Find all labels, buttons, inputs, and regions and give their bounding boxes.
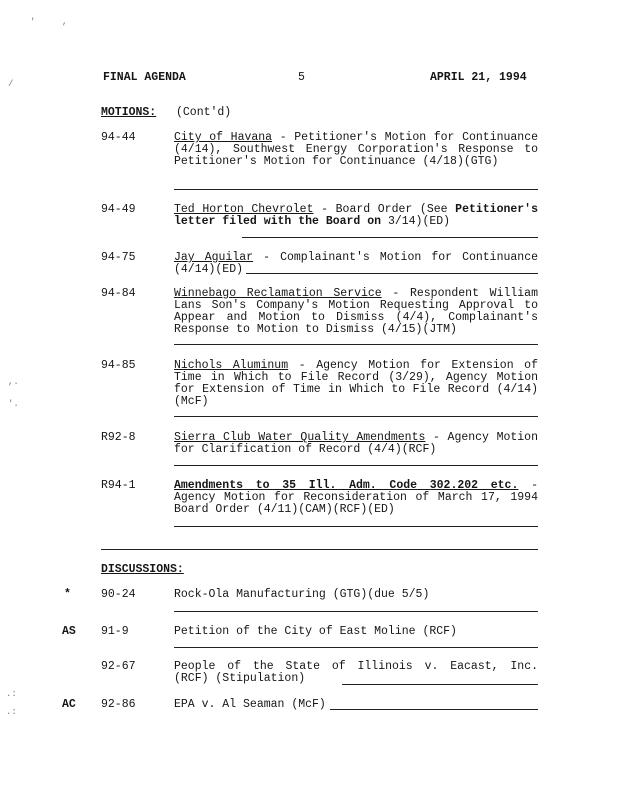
motion-title: Winnebago Reclamation Service bbox=[174, 287, 382, 300]
motion-number: R92-8 bbox=[101, 431, 136, 444]
discussions-heading bbox=[101, 564, 184, 576]
motion-entry bbox=[174, 480, 538, 516]
discussion-rule bbox=[174, 647, 538, 648]
discussion-number: 92-86 bbox=[101, 698, 136, 711]
discussions-heading-label: DISCUSSIONS: bbox=[101, 563, 184, 576]
motions-contd: (Cont'd) bbox=[176, 106, 232, 119]
discussion-mark: AS bbox=[62, 625, 76, 638]
discussion-rule bbox=[174, 611, 538, 612]
discussion-number: 90-24 bbox=[101, 588, 136, 601]
motion-title: Jay Aguilar bbox=[174, 251, 254, 264]
motion-fill-line bbox=[242, 237, 538, 238]
motion-title: Amendments to 35 Ill. Adm. Code 302.202 etc. bbox=[174, 479, 519, 492]
motion-text: - Board Order (See bbox=[313, 203, 456, 216]
discussion-text: Petition of the City of East Moline (RCF) bbox=[174, 625, 457, 638]
discussion-text: Rock-Ola Manufacturing (GTG)(due 5/5) bbox=[174, 588, 430, 601]
motion-title: Ted Horton Chevrolet bbox=[174, 203, 314, 216]
discussion-mark: AC bbox=[62, 698, 76, 711]
scan-speck: .: bbox=[6, 689, 17, 699]
motion-text: - Agency Motion for Clarification of Record (4/4)(RCF) bbox=[174, 431, 538, 456]
scan-speck: , bbox=[62, 17, 68, 27]
discussion-number: 91-9 bbox=[101, 625, 129, 638]
discussion-mark: * bbox=[64, 588, 71, 601]
motion-fill-line bbox=[246, 273, 538, 274]
motion-number: 94-75 bbox=[101, 251, 136, 264]
scan-speck: ,. bbox=[8, 377, 19, 387]
motion-entry bbox=[174, 204, 538, 228]
motion-rule bbox=[174, 189, 538, 190]
motion-title: Nichols Aluminum bbox=[174, 359, 289, 372]
motion-number: R94-1 bbox=[101, 479, 136, 492]
motion-rule bbox=[174, 465, 538, 466]
motion-entry bbox=[174, 288, 538, 336]
discussion-fill-line bbox=[330, 709, 538, 710]
scan-speck: / bbox=[8, 79, 14, 89]
motion-text-bold: Petitioner's letter filed with the Board on bbox=[174, 203, 538, 228]
motion-text: - Respondent William Lans Son's Company's Motion Requesting Approval to Appear and Motion to Dismiss (4/4), Complainant's Response to Motion to Dismiss (4/15)(JTM) bbox=[174, 287, 538, 336]
motion-rule bbox=[174, 416, 538, 417]
motion-title: Sierra Club Water Quality Amendments bbox=[174, 431, 426, 444]
motion-number: 94-85 bbox=[101, 359, 136, 372]
discussion-text: EPA v. Al Seaman (McF) bbox=[174, 698, 326, 711]
motion-number: 94-49 bbox=[101, 203, 136, 216]
motion-rule bbox=[174, 526, 538, 527]
page-number: 5 bbox=[298, 71, 305, 84]
scan-speck: .: bbox=[6, 707, 17, 717]
motion-text: - Agency Motion for Reconsideration of March 17, 1994 Board Order (4/11)(CAM)(RCF)(ED) bbox=[174, 479, 538, 516]
header-date: APRIL 21, 1994 bbox=[430, 71, 527, 84]
section-divider bbox=[101, 549, 538, 550]
motion-text: - Petitioner's Motion for Continuance (4/14), Southwest Energy Corporation's Response to Petitioner's Motion for Continuance (4/18)(GTG) bbox=[174, 131, 538, 168]
scan-speck: '. bbox=[8, 399, 19, 409]
motions-heading bbox=[101, 107, 156, 119]
motion-entry bbox=[174, 360, 538, 408]
discussion-fill-line bbox=[342, 684, 538, 685]
motion-text: - Agency Motion for Extension of Time in Which to File Record (3/29), Agency Motion for Extension of Time in Which to File Record (4/14)(McF) bbox=[174, 359, 538, 408]
motion-text: - Complainant's Motion for Continuance (4/14)(ED) bbox=[174, 251, 538, 276]
header-title: FINAL AGENDA bbox=[103, 71, 186, 84]
motion-text: 3/14)(ED) bbox=[381, 215, 451, 228]
discussion-text: People of the State of Illinois v. Eacast, Inc. (RCF) (Stipulation) bbox=[174, 660, 538, 685]
motion-entry bbox=[174, 132, 538, 168]
discussion-number: 92-67 bbox=[101, 660, 136, 673]
scan-speck: ' bbox=[30, 17, 36, 27]
motion-number: 94-84 bbox=[101, 287, 136, 300]
motion-entry bbox=[174, 432, 538, 456]
motion-rule bbox=[174, 344, 538, 345]
motion-title: City of Havana bbox=[174, 131, 273, 144]
motions-heading-label: MOTIONS: bbox=[101, 106, 157, 119]
motion-number: 94-44 bbox=[101, 131, 136, 144]
